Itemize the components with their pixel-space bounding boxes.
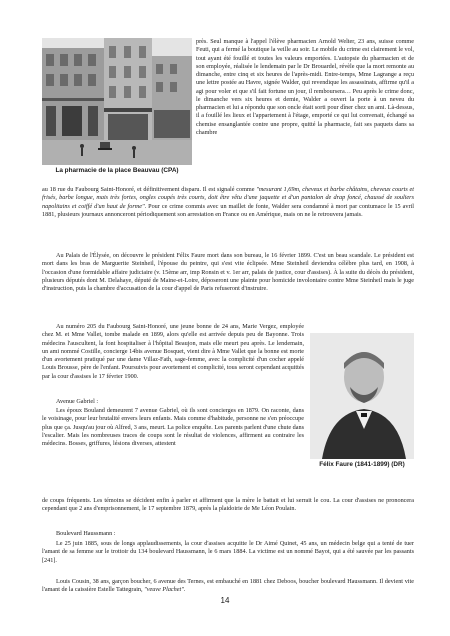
- paragraph-cousin-text-a: Louis Cousin, 38 ans, garçon boucher, 6 avenue des Ternes, est embauché en 1881 chez Deboos, boucher boulevard Haussmann. Il devient vite l'amant de la caissière Estelle Tattegrain,: [42, 578, 414, 594]
- paragraph-louis-cousin: [42, 578, 414, 595]
- faure-caption: Félix Faure (1841-1899) (DR): [319, 461, 405, 468]
- faure-figure: [310, 333, 414, 473]
- suspect-description-quote: "mesurant 1,69m, cheveux et barbe châtains, cheveux courts et frisés, barbe longue, mais très fortes, ongles coupés très courts, doit être vêtu d'une jaquette et d'un pantalon de drap foncé, chaussé de souliers napolitains et coiffé d'un haut de forme": [42, 186, 414, 210]
- paragraph-pharmacy-text-a: au 18 rue du Faubourg Saint-Honoré, et définitivement disparu. Il est signalé comme: [42, 186, 257, 193]
- paragraph-elysee: Au Palais de l'Élysée, on découvre le président Félix Faure mort dans son bureau, le 16 février 1899. C'est un beau scandale. Le président est mort dans les bras de Marguerite Steinheil, l'épouse du peintre, qui s'est vite éclipsée. Mme Steinheil deviendra célèbre plus tard, en 1908, à l'occasion d'une formidable affaire judiciaire (v. 15ème arr, imp Ronsin et v. 1er arr, palais de justice, cour d'assises). À la suite du décès du président, plusieurs députés dont M. Delahaye, député de Maine-et-Loire, déposeront une plainte pour homicide involontaire contre Mme Steinheil mais le juge d'instruction, puis la chambre d'accusation de la cour d'appel de Paris refuseront d'instruire.: [42, 252, 414, 292]
- boulevard-haussmann-heading: Boulevard Haussmann :: [56, 530, 116, 537]
- paragraph-cousin-text-b: .: [183, 586, 186, 594]
- paragraph-avenue-gabriel-full: de coups fréquents. Les témoins se décident enfin à parler et affirment que la mère le battait et lui serrait le cou. La cour d'assises ne prononcera cependant que 2 ans d'emprisonnement, le 17 septembre 1879, après la plaidoirie de Me Léon Poulain.: [42, 497, 414, 513]
- paragraph-pharmacy-full: [42, 186, 414, 219]
- pharmacy-figure: [42, 38, 192, 178]
- paragraph-faubourg: Au numéro 205 du Faubourg Saint-Honoré, une jeune bonne de 24 ans, Marie Vergez, employée chez M. et Mme Vallet, tombe malade en 1899, alors qu'elle est arrivée depuis peu de Bayonne. Trois médecins l'auscultent, la font hospitaliser à l'hôpital Beaujon, mais elle meurt peu après. Le lendemain, un ami nommé Costille, concierge 14bis avenue Bosquet, vient dire à Mme Vallet que la bonne est morte d'un avortement pratiqué par une dame Villaz-Fath, sage-femme, avec la complicité d'un cocher appelé Louis Brousse, père de l'enfant. Poursuivis pour avortement et complicité, tous seront cependant acquittés par la cour d'assises le 17 février 1900.: [42, 323, 304, 380]
- veuve-plachet-quote: "veuve Plachet": [144, 586, 184, 594]
- faure-portrait-illustration: [310, 333, 414, 459]
- paragraph-pharmacy-narrow: près. Seul manque à l'appel l'élève pharmacien Arnold Welter, 23 ans, suisse comme Feuti, qui a fermé la boutique la veille au soir. Le mobile du crime est clairement le vol, tout ayant été fouillé et toutes les valeurs emportées. L'autopsie du pharmacien et de son employée, réalisée le lendemain par le Dr Brouardel, révèle que la mort remonte au dimanche, entre cinq et six heures de l'après-midi. Entre-temps, Mme Lagrange a reçu une lettre postée au Havre, signée Walder, qui revendique les assassinats, affirme qu'il a agi pour voler et que s'il fait fortune un jour, il remboursera… Peu après le crime donc, le dimanche vers six heures et demie, Walder a ouvert la porte à un neveu du pharmacien et lui a répondu que son oncle était sorti pour dîner chez un ami. Là-dessus, il a fouillé les lieux et l'appartement à l'étage, emporté ce qui lui convenait, échangé sa chemise ensanglantée contre une propre, quitté la pharmacie, fait ses paquets dans sa chambre: [196, 38, 414, 136]
- document-page: [42, 38, 414, 618]
- paragraph-avenue-gabriel-narrow: Les époux Bouland demeurent 7 avenue Gabriel, où ils sont concierges en 1879. On raconte, dans le voisinage, pour leur brutalité envers leurs enfants. Mais comme d'habitude, personne ne s'en préoccupe plus que ça. Jusqu'au jour où Alfred, 3 ans, meurt. La police enquête. Les parents parlent d'une chute dans l'escalier. Mais les nombreuses traces de coups sont le résultat de violences, affirment au contraire les médecins. Bosses, griffures, lésions diverses, attestent: [42, 407, 304, 447]
- pharmacy-photo: [42, 38, 192, 165]
- pharmacy-street-illustration: [42, 38, 192, 165]
- faure-portrait: [310, 333, 414, 459]
- pharmacy-caption: La pharmacie de la place Beauvau (CPA): [55, 167, 179, 174]
- paragraph-haussmann: Le 25 juin 1885, sous de longs applaudissements, la cour d'assises acquitte le Dr Aimé Quinet, 45 ans, un médecin belge qui a tenté de tuer l'amant de sa femme sur le trottoir du 134 boulevard Haussmann, le 6 mars 1884. La victime est un nommé Bayot, qui a été sauvée par les passants [241].: [42, 540, 414, 564]
- paragraph-pharmacy-text-b: . Pour ce crime commis avec un maillet de fonte, Walder sera condamné à mort par contumace le 15 avril 1881, plusieurs journaux annonceront périodiquement son arrestation en France ou en Amérique, mais on ne le retrouvera jamais.: [42, 202, 414, 218]
- avenue-gabriel-heading: Avenue Gabriel :: [56, 398, 99, 405]
- page-number: 14: [220, 596, 230, 605]
